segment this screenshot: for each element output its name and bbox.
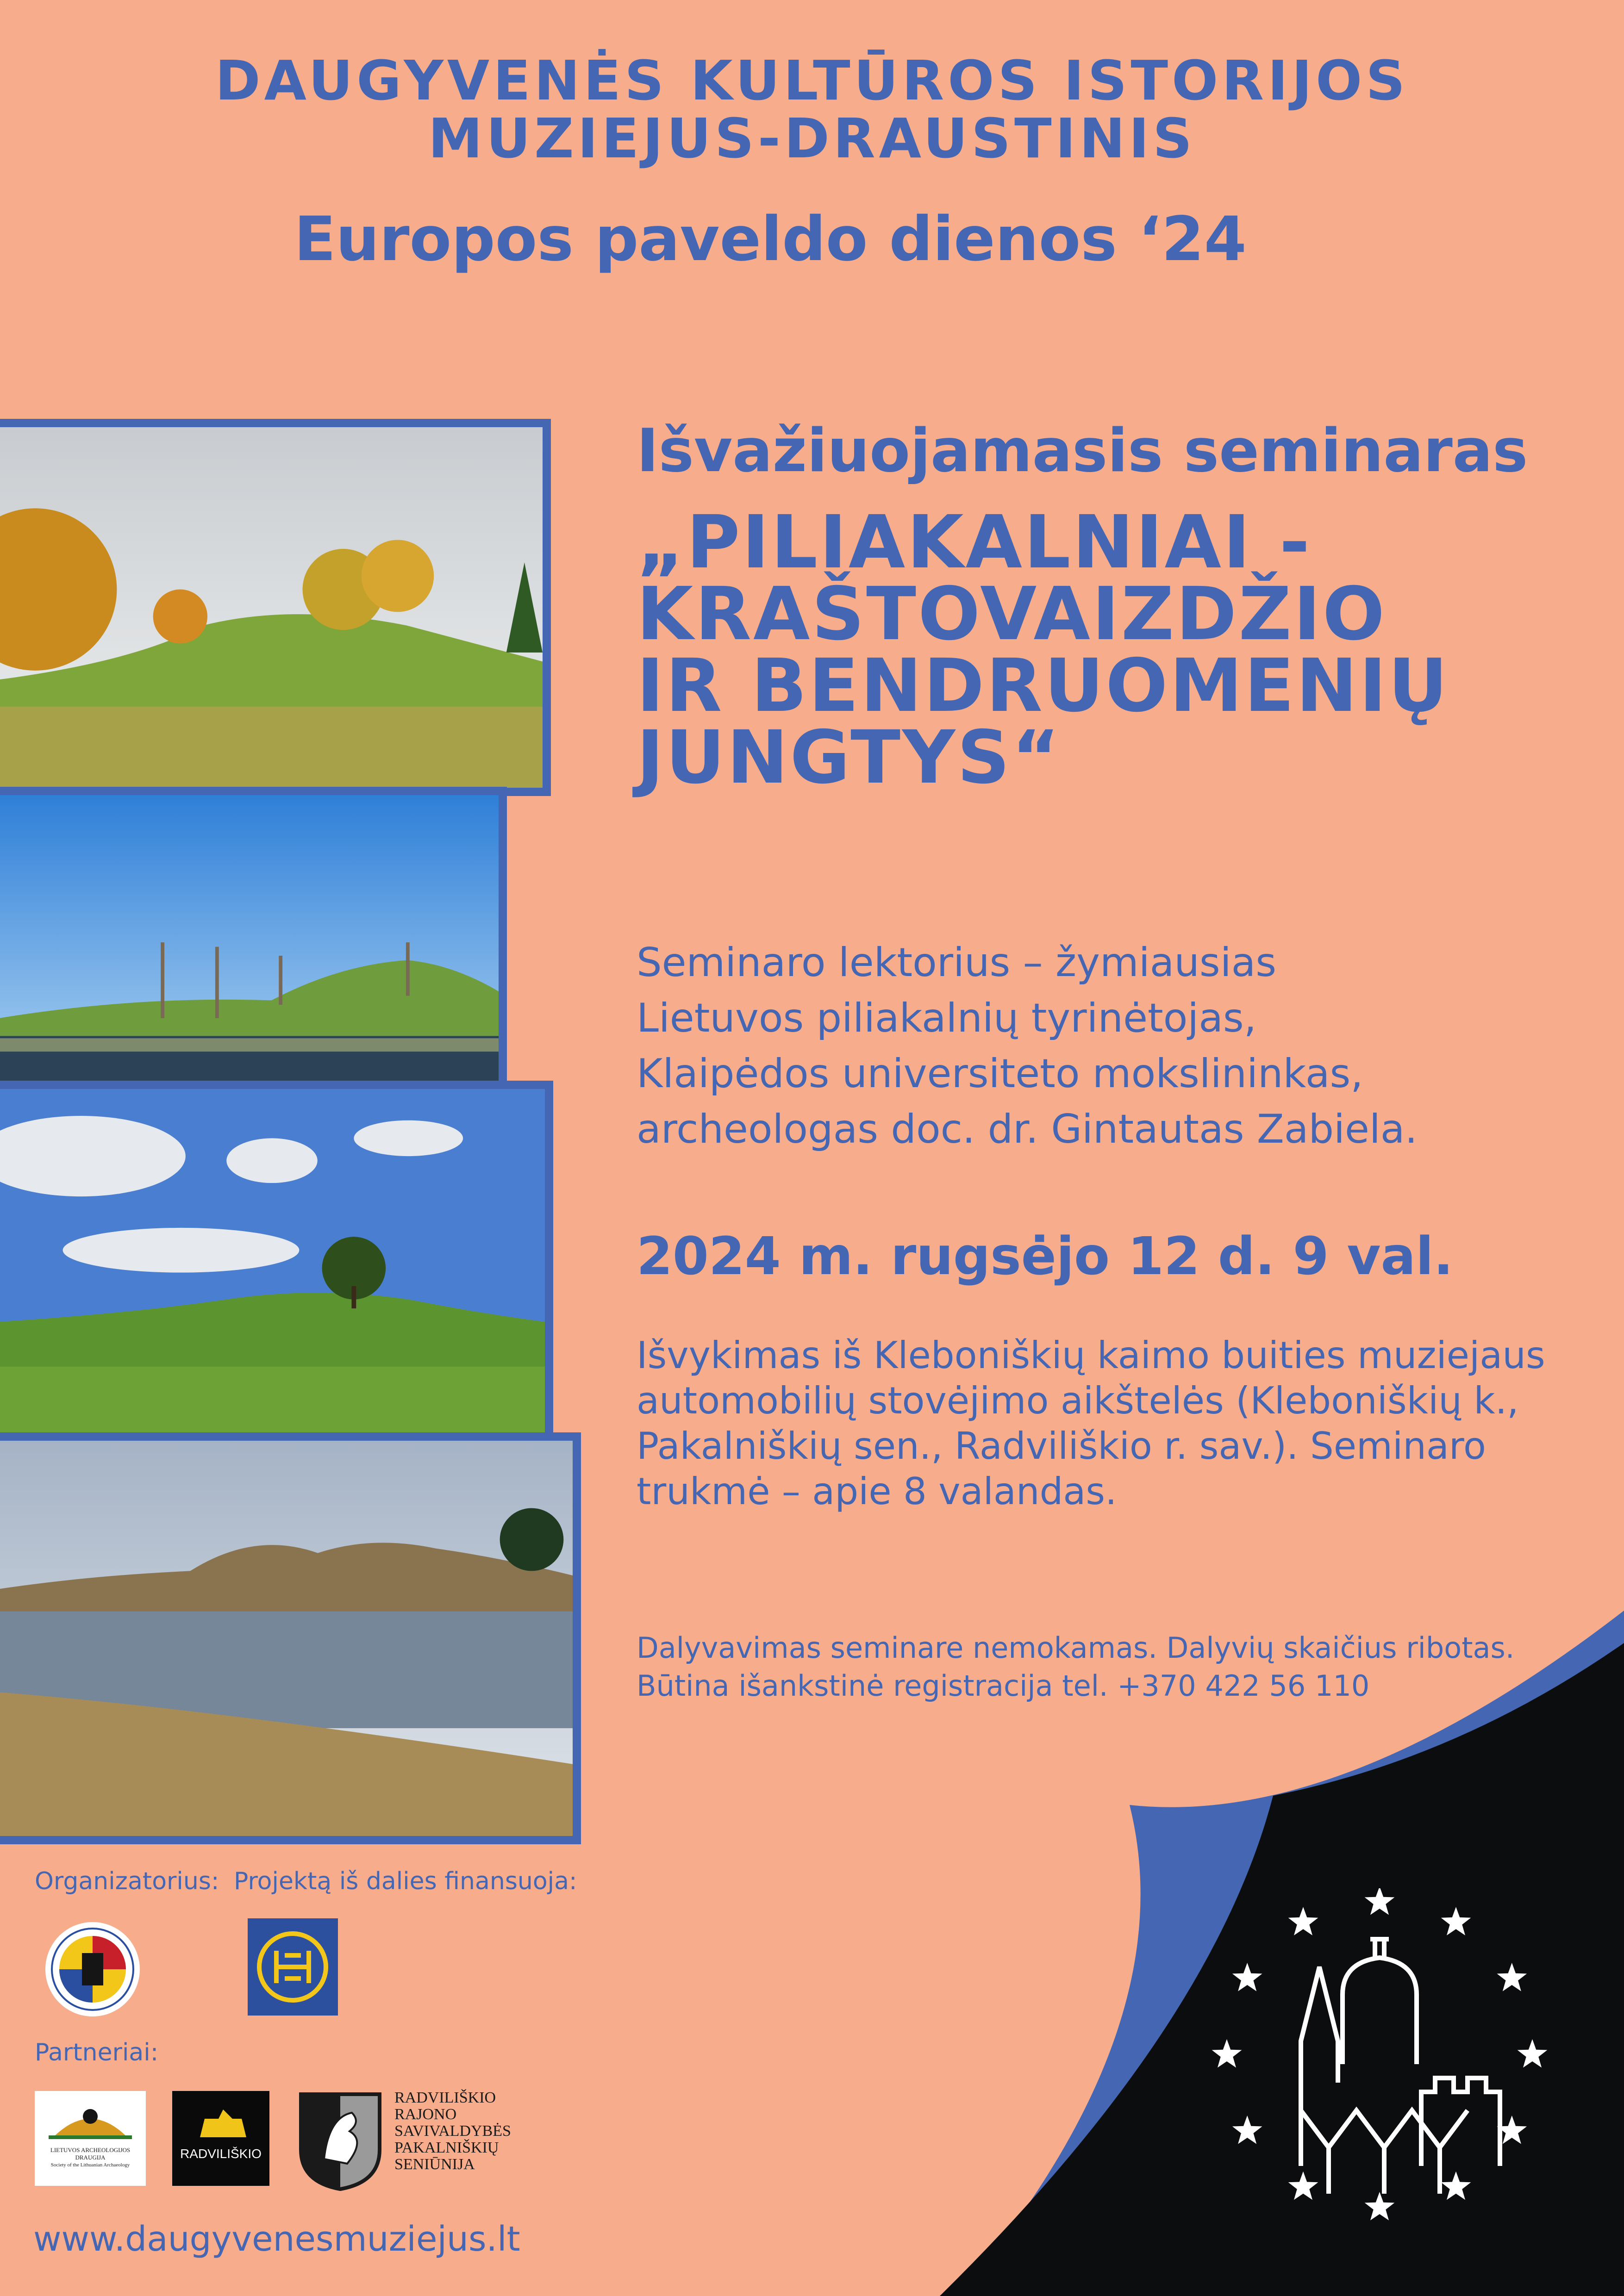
lecturer-line: Seminaro lektorius – žymiausias	[637, 940, 1277, 986]
star-icon	[1232, 1963, 1262, 1991]
archaeology-society-text: DRAUGIJA	[75, 2154, 106, 2161]
departure-line: automobilių stovėjimo aikštelės (Kleboniškių k.,	[637, 1379, 1519, 1422]
archaeology-society-text: Society of the Lithuanian Archaeology	[50, 2162, 130, 2168]
eldership-coat-of-arms-icon	[296, 2090, 384, 2191]
star-icon	[1212, 2039, 1242, 2068]
seminar-title-line: JUNGTYS“	[637, 715, 1062, 800]
photo-hillfort-autumn	[0, 419, 551, 796]
star-icon	[1518, 2039, 1548, 2068]
star-icon	[1441, 1907, 1471, 1935]
note-line: Dalyvavimas seminare nemokamas. Dalyvių skaičius ribotas.	[637, 1631, 1515, 1665]
funder-logo-icon	[248, 1918, 338, 2016]
partners-label: Partneriai:	[35, 2039, 159, 2066]
lecturer-description	[637, 935, 1562, 1157]
seminar-title-line: IR BENDRUOMENIŲ	[637, 643, 1449, 728]
european-heritage-days-logo-icon	[1204, 1888, 1555, 2221]
lecturer-line: Lietuvos piliakalnių tyrinėtojas,	[637, 995, 1257, 1041]
note-line: Būtina išankstinė registracija tel. +370 422 56 110	[637, 1669, 1370, 1703]
radviliskis-logo-text: RADVILIŠKIO	[180, 2147, 262, 2161]
seminar-title-line: „PILIAKALNIAI -	[637, 500, 1312, 585]
departure-info	[637, 1333, 1562, 1514]
photo-hillfort-river	[0, 1432, 581, 1844]
eldership-name-line: RADVILIŠKIO	[394, 2089, 496, 2106]
organizer-label: Organizatorius:	[35, 1867, 219, 1895]
website-link[interactable]: www.daugyvenesmuziejus.lt	[33, 2219, 520, 2259]
departure-line: trukmė – apie 8 valandas.	[637, 1470, 1117, 1513]
radviliskis-logo-icon	[172, 2091, 269, 2186]
star-icon	[1288, 2172, 1318, 2200]
star-icon	[1441, 2172, 1471, 2200]
organization-name-line1: DAUGYVENĖS KULTŪROS ISTORIJOS	[215, 49, 1409, 112]
archaeology-society-logo-icon	[35, 2091, 146, 2186]
star-icon	[1365, 1888, 1395, 1915]
seminar-datetime: 2024 m. rugsėjo 12 d. 9 val.	[637, 1226, 1454, 1287]
eldership-name-line: SAVIVALDYBĖS	[394, 2122, 511, 2140]
star-icon	[1288, 1907, 1318, 1935]
lecturer-line: Klaipėdos universiteto mokslininkas,	[637, 1051, 1363, 1097]
photo-hillfort-lake	[0, 787, 507, 1125]
eldership-name	[394, 2090, 511, 2173]
eldership-name-line: RAJONO	[394, 2106, 457, 2123]
organization-name-line2: MUZIEJUS-DRAUSTINIS	[428, 106, 1196, 170]
eldership-name-line: PAKALNIŠKIŲ	[394, 2139, 499, 2156]
star-icon	[1365, 2192, 1395, 2221]
photo-hillfort-meadow	[0, 1081, 553, 1456]
departure-line: Išvykimas iš Kleboniškių kaimo buities muziejaus	[637, 1334, 1545, 1377]
museum-logo-icon	[44, 1921, 141, 2018]
seminar-title	[637, 500, 1586, 800]
registration-note	[637, 1629, 1562, 1705]
archaeology-society-text: LIETUVOS ARCHEOLOGIJOS	[50, 2147, 131, 2153]
lecturer-line: archeologas doc. dr. Gintautas Zabiela.	[637, 1106, 1418, 1152]
star-icon	[1232, 2116, 1262, 2144]
funder-label: Projektą iš dalies finansuoja:	[234, 1867, 577, 1895]
departure-line: Pakalniškių sen., Radviliškio r. sav.). Seminaro	[637, 1425, 1486, 1468]
event-name: Europos paveldo dienos ‘24	[294, 204, 1247, 275]
seminar-title-line: KRAŠTOVAIZDŽIO	[637, 572, 1387, 657]
seminar-type: Išvažiuojamasis seminaras	[637, 417, 1528, 485]
star-icon	[1497, 1963, 1527, 1991]
eldership-name-line: SENIŪNIJA	[394, 2156, 475, 2173]
